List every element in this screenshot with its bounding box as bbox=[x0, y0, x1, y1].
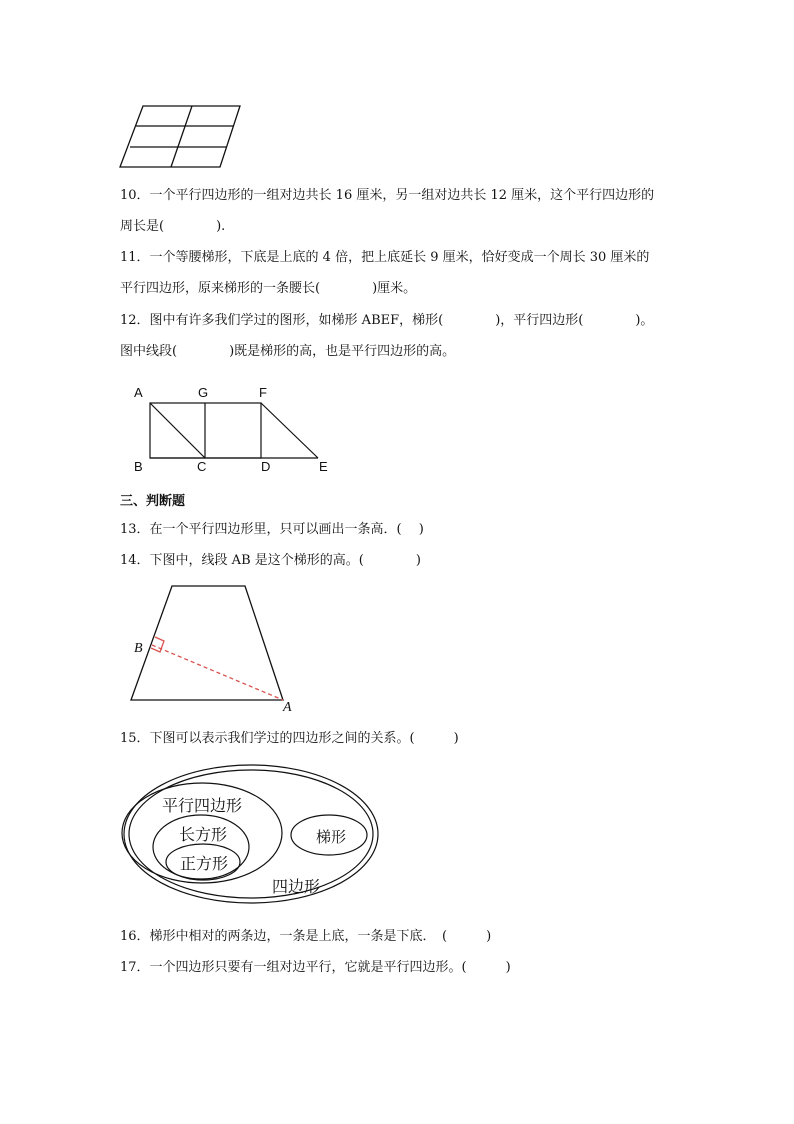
label-c: C bbox=[197, 459, 207, 474]
label-e: E bbox=[319, 459, 328, 474]
question-12-line2: 图中线段( )既是梯形的高，也是平行四边形的高。 bbox=[120, 344, 456, 359]
label-square: 正方形 bbox=[180, 854, 229, 873]
label-a-italic: A bbox=[283, 700, 292, 715]
label-rectangle: 长方形 bbox=[179, 825, 228, 844]
question-11-line1: 11．一个等腰梯形，下底是上底的 4 倍，把上底延长 9 厘米，恰好变成一个周长 30 厘米的 bbox=[120, 250, 650, 265]
label-b-italic: B bbox=[134, 641, 143, 656]
question-11-line2: 平行四边形，原来梯形的一条腰长( )厘米。 bbox=[120, 281, 417, 296]
section-title-judgement: 三、判断题 bbox=[120, 494, 186, 509]
question-15: 15．下图可以表示我们学过的四边形之间的关系。( ) bbox=[120, 731, 459, 746]
question-13: 13．在一个平行四边形里，只可以画出一条高．( ) bbox=[120, 522, 424, 537]
label-d: D bbox=[261, 459, 271, 474]
label-b: B bbox=[134, 459, 143, 474]
label-g: G bbox=[198, 385, 209, 400]
question-14: 14．下图中，线段 AB 是这个梯形的高。( ) bbox=[120, 553, 421, 568]
question-12-line1: 12．图中有许多我们学过的图形，如梯形 ABEF，梯形( )，平行四边形( )。 bbox=[120, 313, 654, 328]
label-f: F bbox=[259, 385, 267, 400]
label-parallelogram: 平行四边形 bbox=[162, 796, 243, 815]
question-16: 16．梯形中相对的两条边，一条是上底，一条是下底． ( ) bbox=[120, 929, 492, 944]
question-17: 17．一个四边形只要有一组对边平行，它就是平行四边形。( ) bbox=[120, 960, 511, 975]
question-10-line2: 周长是( ). bbox=[120, 219, 226, 234]
question-10-line1: 10．一个平行四边形的一组对边共长 16 厘米，另一组对边共长 12 厘米，这个平行四边形的 bbox=[120, 188, 655, 203]
label-quadrilateral: 四边形 bbox=[272, 877, 321, 896]
label-trapezoid: 梯形 bbox=[316, 828, 347, 846]
label-a: A bbox=[134, 385, 143, 400]
